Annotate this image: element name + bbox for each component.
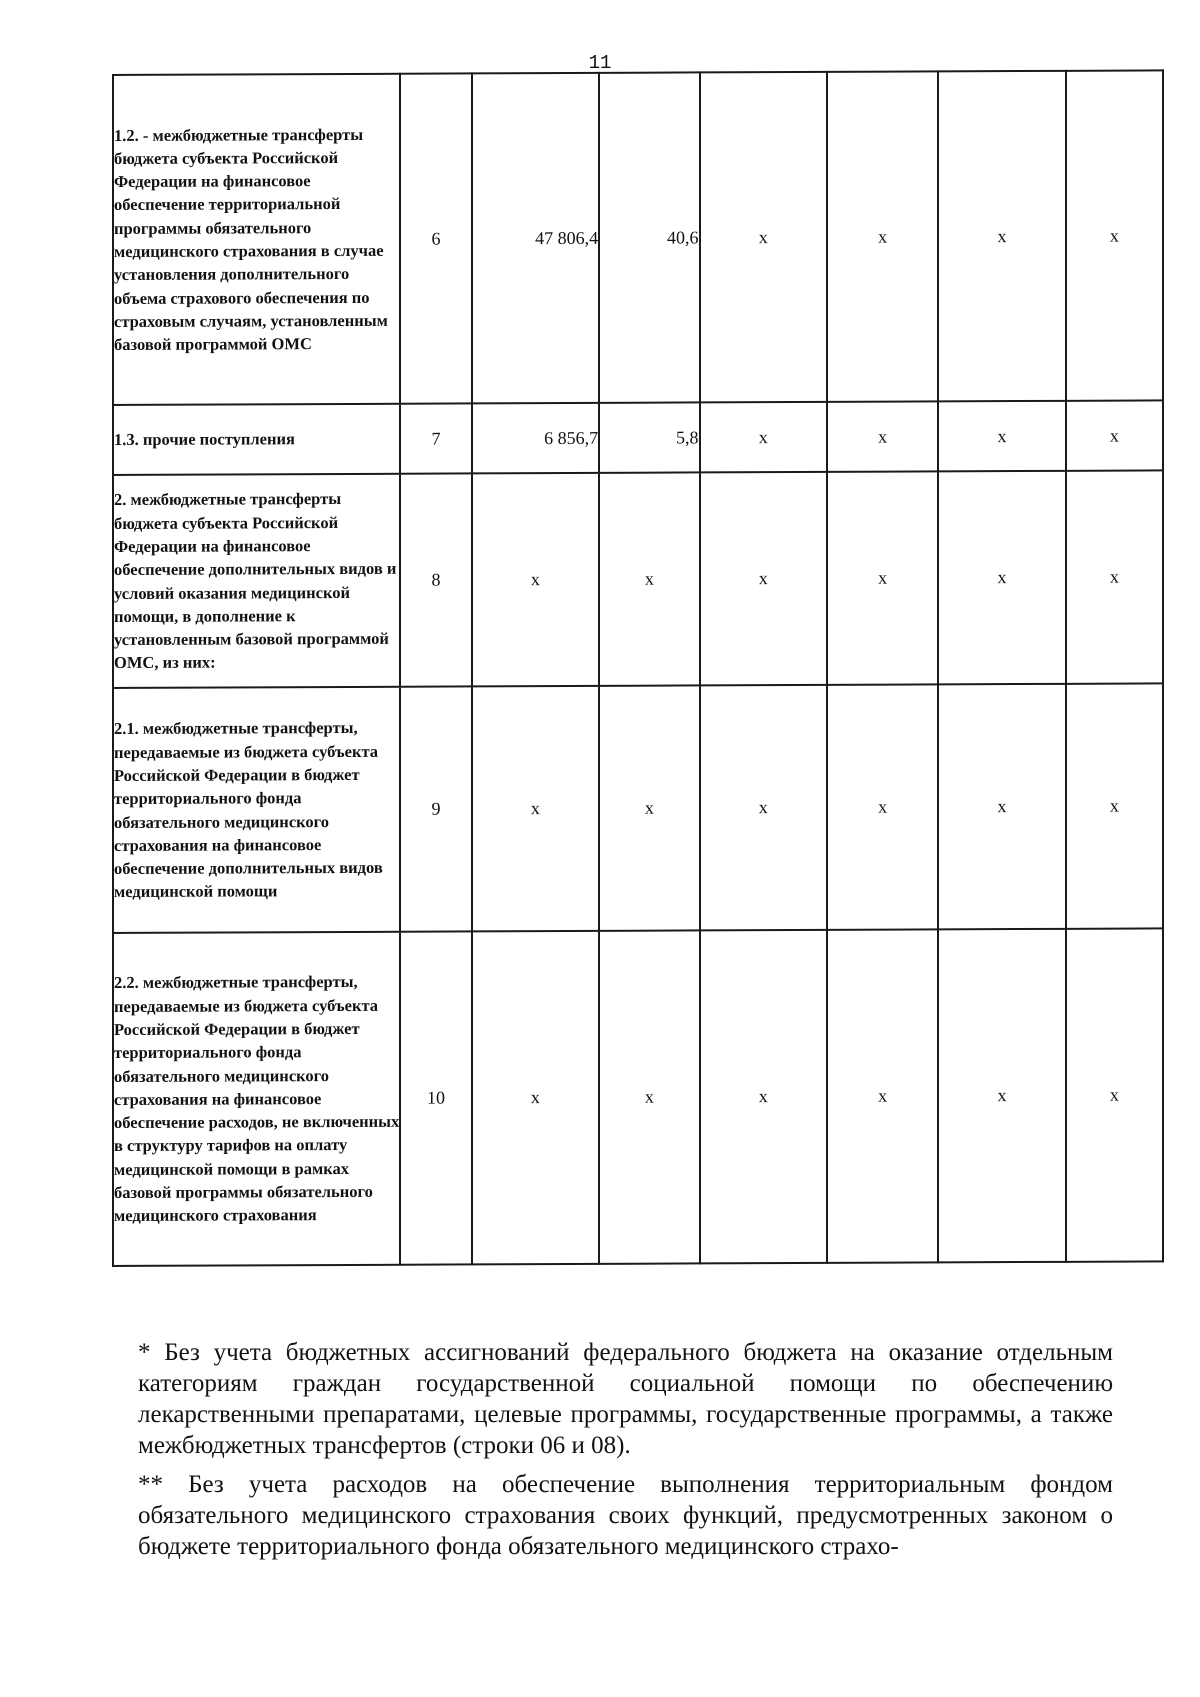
page-number: 11 [588, 52, 612, 74]
row-code: 6 [400, 73, 471, 403]
cell-value: х [1066, 928, 1163, 1261]
cell-value: х [700, 930, 827, 1264]
cell-value: х [938, 401, 1065, 472]
row-description: 2.1. межбюджетные трансферты, передаваемые из бюджета субъекта Российской Федерации в бюджет территориального фонда обязательного медицинского страхования на финансовое обеспечение дополнительных видов медицинской помощи [113, 687, 400, 933]
table-row [113, 70, 1163, 405]
table-row [113, 683, 1163, 933]
data-table [112, 69, 1164, 1267]
cell-value: 47 806,4 [472, 73, 599, 404]
cell-value: х [472, 686, 599, 932]
row-description: 2.2. межбюджетные трансферты, передаваемые из бюджета субъекта Российской Федерации в бюджет территориального фонда обязательного медицинского страхования на финансовое обеспечение расходов, не включенных в структуру тарифов на оплату медицинской помощи в рамках базовой программы обязательного медицинского страхования [113, 932, 400, 1266]
cell-value: х [1066, 683, 1163, 928]
cell-value: х [599, 685, 699, 930]
cell-value: х [599, 930, 699, 1263]
cell-value: х [1066, 470, 1163, 683]
cell-value: 40,6 [599, 72, 699, 402]
cell-value: х [827, 71, 938, 401]
cell-value: х [1066, 70, 1163, 400]
footnote-second: ** Без учета расходов на обеспечение выполнения территориальным фондом обязательного медицинского страхования своих функций, предусмотренных законом о бюджете территориального фонда обязательного медицинского страхо- [138, 1471, 1113, 1560]
table-row [113, 400, 1163, 475]
row-code: 9 [400, 686, 471, 931]
table-row [113, 928, 1163, 1266]
cell-value: х [827, 401, 938, 471]
cell-value: х [700, 402, 827, 473]
cell-value: х [938, 471, 1065, 685]
cell-value: х [700, 72, 827, 403]
cell-value: х [1066, 400, 1163, 470]
cell-value: х [827, 684, 938, 929]
cell-value: 5,8 [599, 402, 699, 472]
cell-value: х [599, 472, 699, 685]
cell-value: 6 856,7 [472, 403, 599, 474]
cell-value: х [700, 472, 827, 686]
footnote-first: * Без учета бюджетных ассигнований федерального бюджета на оказание отдельным категориям граждан государственной социальной помощи по обеспечению лекарственными препаратами, целевые программы, государственные программы, а также межбюджетных трансфертов (строки 06 и 08). [138, 1339, 1113, 1459]
cell-value: х [938, 71, 1065, 402]
row-code: 10 [400, 931, 471, 1264]
cell-value: х [827, 471, 938, 684]
row-description: 1.3. прочие поступления [113, 404, 400, 475]
cell-value: х [472, 931, 599, 1265]
table-row [113, 470, 1163, 688]
cell-value: х [827, 929, 938, 1262]
row-code: 8 [400, 473, 471, 686]
cell-value: х [938, 684, 1065, 930]
row-code: 7 [400, 403, 471, 473]
cell-value: х [700, 685, 827, 931]
row-description: 2. межбюджетные трансферты бюджета субъекта Российской Федерации на финансовое обеспечение дополнительных видов и условий оказания медицинской помощи, в дополнение к установленным базовой программой ОМС, из них: [113, 474, 400, 688]
cell-value: х [472, 473, 599, 687]
cell-value: х [938, 929, 1065, 1263]
row-description: 1.2. - межбюджетные трансферты бюджета субъекта Российской Федерации на финансовое обеспечение территориальной программы обязательного медицинского страхования в случае установления дополнительного объема страхового обеспечения по страховым случаям, установленным базовой программой ОМС [113, 74, 400, 405]
